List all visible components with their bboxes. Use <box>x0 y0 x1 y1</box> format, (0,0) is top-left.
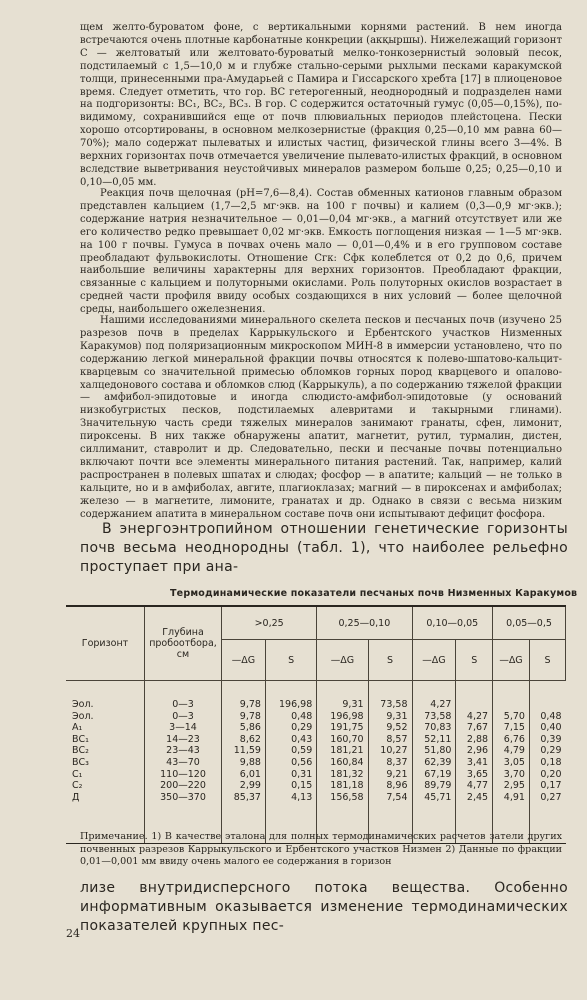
col-group-3: 0,10—0,05 <box>412 606 493 640</box>
table-row: С₁ 110—120 6,01 0,31 181,32 9,21 67,19 3,65 3,70 0,20 <box>66 769 566 781</box>
table-row: Д 350—370 85,37 4,13 156,58 7,54 45,71 2,45 4,91 0,27 <box>66 792 566 844</box>
table-row: ВС₁ 14—23 8,62 0,43 160,70 8,57 52,11 2,88 6,76 0,39 <box>66 734 566 746</box>
paragraph-energy-entropy: В энергоэнтропийном отношении генетические горизонты почв весьма неоднородны (табл. 1), что наиболее рельефно проступает при ана- <box>80 521 568 575</box>
sub-s: S <box>529 640 565 681</box>
table-row: ВС₃ 43—70 9,88 0,56 160,84 8,37 62,39 3,41 3,05 0,18 <box>66 757 566 769</box>
paragraph-soil-reaction: Реакция почв щелочная (pH=7,6—8,4). Состав обменных катионов главным образом представлен кальцием (1,7—2,5 мг·экв. на 100 г почвы) и калием (0,3—0,9 мг·экв.); содержание натрия незначительное — 0,01—0,04 мг·экв., а магний отсутствует или же его количество редко превышает 0,02 мг·экв. Емкость поглощения низкая — 1—5 мг·экв. на 100 г почвы. Гумуса в почвах очень мало — 0,01—0,4% и в его групповом составе преобладают фульвокислоты. Отношение Сгк: Сфк колеблется от 0,2 до 0,6, причем наибольшие величины характерны для верхних горизонтов. Преобладают фракции, связанные с кальцием и полуторными окислами. Роль полуторных окислов возрастает в средней части профиля ввиду особых создающихся в них условий — более щелочной среды, наибольшего ожелезнения. <box>80 188 562 316</box>
table-row: Эол. 0—3 9,78 196,98 9,31 73,58 4,27 <box>66 681 566 711</box>
thermodynamic-table <box>66 605 566 844</box>
col-group-1: >0,25 <box>222 606 317 640</box>
table-row: ВС₂ 23—43 11,59 0,59 181,21 10,27 51,80 2,96 4,79 0,29 <box>66 745 566 757</box>
sub-s: S <box>265 640 316 681</box>
sub-dg: —ΔG <box>222 640 266 681</box>
sub-s: S <box>368 640 412 681</box>
sub-dg: —ΔG <box>317 640 368 681</box>
page-number: 24 <box>66 927 80 940</box>
table-row: С₂ 200—220 2,99 0,15 181,18 8,96 89,79 4,77 2,95 0,17 <box>66 780 566 792</box>
col-group-4: 0,05—0,5 <box>493 606 566 640</box>
table-row: А₁ 3—14 5,86 0,29 191,75 9,52 70,83 7,67 7,15 0,40 <box>66 722 566 734</box>
sub-dg: —ΔG <box>493 640 530 681</box>
col-horizon: Горизонт <box>66 606 145 681</box>
table-row: Эол. 0—3 9,78 0,48 196,98 9,31 73,58 4,27 5,70 0,48 <box>66 711 566 723</box>
sub-dg: —ΔG <box>412 640 456 681</box>
paragraph-soil-horizons: щем желто-буроватом фоне, с вертикальными корнями растений. В нем иногда встречаются очень плотные карбонатные конкреции (акқыршы). Нижележащий горизонт С — желтоватый или желтовато-буроватый мелко-тонкозернистый эоловый песок, подстилаемый с 1,5—10,0 м и глубже стально-серыми рыхлыми песками каракумской толщи, принесенными пра-Амударьей с Памира и Гиссарского хребта [17] в плиоценовое время. Следует отметить, что гор. ВС гетерогенный, неоднородный и подразделен нами на подгоризонты: ВС₁, ВС₂, ВС₃. В гор. С содержится остаточный гумус (0,05—0,15%), по-видимому, сохранившийся еще от почв плювиальных периодов плейстоцена. Пески хорошо отсортированы, в основном мелкозернистые (фракция 0,25—0,10 мм равна 60—70%); мало содержат пылеватых и илистых частиц, физической глины всего 3—4%. В верхних горизонтах почв отмечается увеличение пылевато-илистых фракций, в основном вследствие выветривания неустойчивых минералов размером больше 0,25; 0,25—0,10 и 0,10—0,05 мм. <box>80 22 562 188</box>
paragraph-mineral-skeleton: Нашими исследованиями минерального скелета песков и песчаных почв (изучено 25 разрезов почв в пределах Каррыкульского и Ербентского участков Низменных Каракумов) под поляризационным микроскопом МИН-8 в иммерсии установлено, что по содержанию легкой минеральной фракции почвы относятся к полево-шпатово-кальцит-кварцевым со значительной примесью обломков горных пород кварцевого и опалово-халцедонового состава и обломков слюд (Каррыкуль), а по содержанию тяжелой фракции — амфибол-эпидотовые и иногда слюдисто-амфибол-эпидотовые (у оснований низкобугристых песков, подстилаемых алевритами и такырными глинами). Значительную часть среди тяжелых минералов занимают гранаты, сфен, лимонит, пироксены. В них также обнаружены апатит, магнетит, рутил, турмалин, дистен, силлиманит, ставролит и др. Следовательно, пески и песчаные почвы потенциально включают почти все элементы минерального питания растений. Так, например, калий распространен в полевых шпатах и слюдах; фосфор — в апатите; кальций — не только в кальците, но и в амфиболах, авгите, плагиоклазах; магний — в пироксенах и амфиболах; железо — в магнетите, лимоните, гранатах и др. Однако в связи с весьма низким содержанием апатита в минеральном составе почв они испытывают дефицит фосфора. <box>80 315 562 520</box>
col-depth: Глубина пробоотбора, см <box>145 606 222 681</box>
col-group-2: 0,25—0,10 <box>317 606 412 640</box>
paragraph-continuation: лизе внутридисперсного потока вещества. Особенно информативным оказывается изменение термодинамических показателей крупных пес- <box>80 880 568 934</box>
table-note: Примечание. 1) В качестве эталона для полных термодинамических расчетов затели других почвенных разрезов Каррыкульского и Ербентского участков Низмен 2) Данные по фракции 0,01—0,001 мм ввиду очень малого ее содержания в горизон <box>80 831 562 867</box>
sub-s: S <box>456 640 493 681</box>
table-title: Термодинамические показатели песчаных почв Низменных Каракумов <box>170 588 578 599</box>
